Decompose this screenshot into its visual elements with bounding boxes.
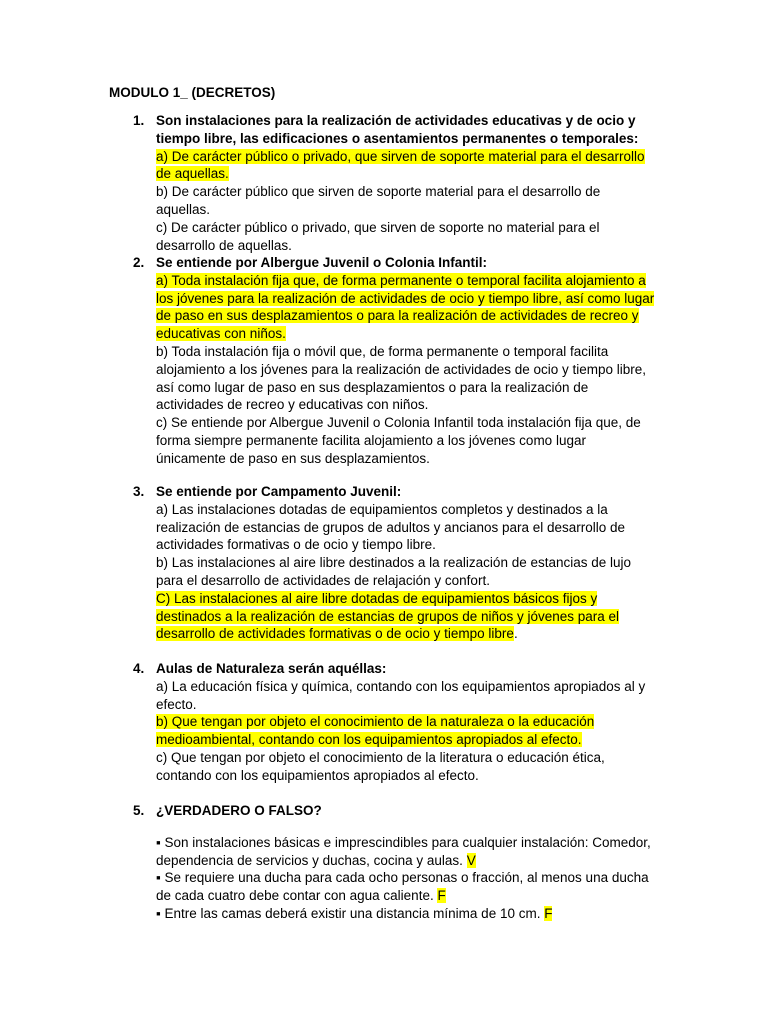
question-3-option-c: [156, 590, 656, 643]
question-2-option-c: c) Se entiende por Albergue Juvenil o Colonia Infantil toda instalación fija que, de forma siempre permanente facilita alojamiento a los jóvenes como lugar únicamente de paso en sus desplazamientos.: [156, 415, 641, 466]
question-2-option-a: [156, 272, 656, 343]
question-3: [156, 483, 656, 643]
statement-1-text: ▪ Son instalaciones básicas e imprescindibles para cualquier instalación: Comedor, dependencia de servicios y duchas, cocina y aulas.: [156, 834, 651, 868]
correct-answer-highlight: b) Que tengan por objeto el conocimiento de la naturaleza o la educación medioambiental, contando con los equipamientos apropiados al efecto.: [156, 714, 595, 748]
question-3-option-b: b) Las instalaciones al aire libre destinados a la realización de estancias de lujo para el desarrollo de actividades de relajación y confort.: [156, 555, 632, 588]
question-1-option-a: [156, 148, 656, 184]
statement-2: [156, 869, 656, 905]
question-1-option-b: b) De carácter público que sirven de soporte material para el desarrollo de aquellas.: [156, 184, 601, 217]
question-2-option-b: b) Toda instalación fija o móvil que, de forma permanente o temporal facilita alojamiento a los jóvenes para la realización de actividades de ocio y tiempo libre, así como lugar de paso en sus desplazamientos o para la realización de actividades de recreo y educativas con niños.: [156, 343, 647, 413]
question-2-heading: Se entiende por Albergue Juvenil o Colonia Infantil:: [156, 255, 488, 270]
question-1: [156, 112, 656, 254]
question-4-option-b: [156, 713, 656, 749]
question-3-heading: Se entiende por Campamento Juvenil:: [156, 484, 402, 499]
question-4-option-a: a) La educación física y química, contando con los equipamientos apropiados al y efecto.: [156, 678, 646, 712]
statement-1-answer: V: [466, 852, 476, 868]
question-3-option-a: a) Las instalaciones dotadas de equipamientos completos y destinados a la realización de estancias de grupos de adultos y ancianos para el desarrollo de actividades formativas o de ocio y tiempo libre.: [156, 501, 626, 553]
question-3-number: 3.: [133, 484, 145, 499]
question-5-spacer: [156, 820, 656, 834]
question-2-number: 2.: [133, 255, 145, 270]
question-5-number: 5.: [133, 803, 145, 818]
question-1-heading: Son instalaciones para la realización de actividades educativas y de ocio y tiempo libre, las edificaciones o asentamientos permanentes o temporales:: [156, 113, 639, 146]
question-5-heading: ¿VERDADERO O FALSO?: [156, 803, 322, 818]
document-title: MODULO 1_ (DECRETOS): [109, 85, 276, 100]
statement-3-answer: F: [544, 905, 553, 921]
question-5: [156, 802, 656, 923]
statement-3-text: ▪ Entre las camas deberá existir una distancia mínima de 10 cm.: [156, 905, 545, 921]
correct-answer-highlight: C) Las instalaciones al aire libre dotadas de equipamientos básicos fijos y destinados a la realización de estancias de grupos de niños y jóvenes para el desarrollo de actividades formativas o de ocio y tiempo libre: [156, 590, 620, 642]
statement-2-text: ▪ Se requiere una ducha para cada ocho personas o fracción, al menos una ducha de cada cuatro debe contar con agua caliente.: [156, 870, 649, 904]
question-4: [156, 660, 656, 785]
statement-1: [156, 834, 656, 870]
option-c-period: .: [513, 626, 518, 642]
correct-answer-highlight: a) De carácter público o privado, que sirven de soporte material para el desarrollo de aquellas.: [156, 148, 645, 182]
question-1-number: 1.: [133, 113, 145, 128]
statement-2-answer: F: [437, 888, 446, 904]
question-1-option-c: c) De carácter público o privado, que sirven de soporte no material para el desarrollo de aquellas.: [156, 219, 600, 253]
question-4-option-c: c) Que tengan por objeto el conocimiento de la literatura o educación ética, contando con los equipamientos apropiados al efecto.: [156, 749, 605, 783]
question-4-heading: Aulas de Naturaleza serán aquéllas:: [156, 661, 387, 676]
correct-answer-highlight: a) Toda instalación fija que, de forma permanente o temporal facilita alojamiento a los jóvenes para la realización de actividades de ocio y tiempo libre, así como lugar de paso en sus desplazamientos o para la realización de actividades de recreo y educativas con niños.: [156, 272, 655, 342]
question-4-number: 4.: [133, 661, 145, 676]
question-2: [156, 254, 656, 468]
statement-3: [156, 905, 656, 923]
